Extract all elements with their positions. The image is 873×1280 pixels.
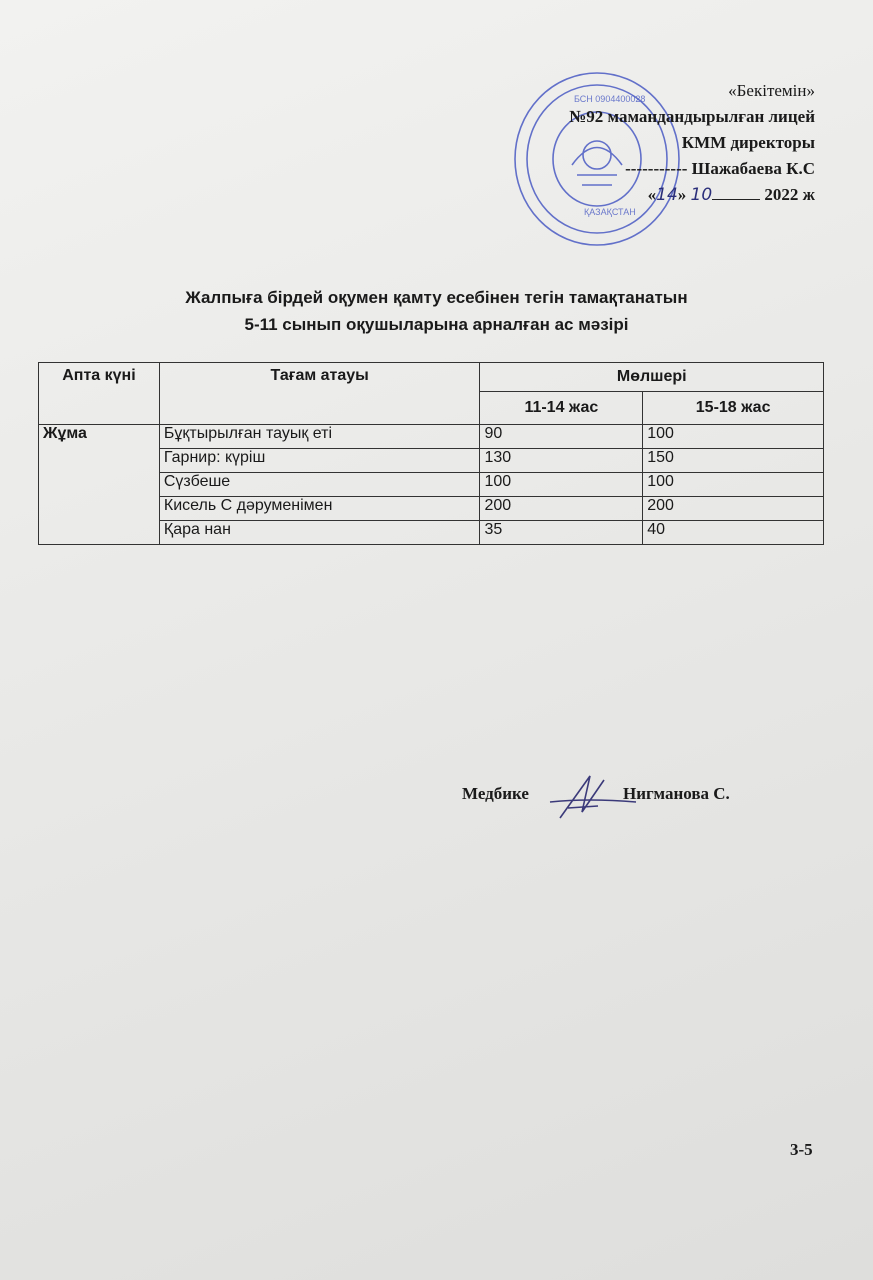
amount-11-14-cell: 90 — [480, 425, 643, 449]
signature-dashes: ----------- — [625, 159, 688, 178]
amount-15-18-cell: 150 — [643, 449, 824, 473]
nurse-name: Нигманова С. — [623, 784, 730, 803]
header-day: Апта күні — [39, 363, 160, 425]
director-name: Шажабаева К.С — [691, 159, 815, 178]
amount-11-14-cell: 130 — [480, 449, 643, 473]
title-line-2: 5-11 сынып оқушыларына арналған ас мәзірі — [244, 315, 629, 334]
amount-15-18-cell: 100 — [643, 425, 824, 449]
approval-position: КММ директоры — [681, 133, 815, 152]
table-header-row — [39, 363, 824, 392]
svg-text:ҚАЗАҚСТАН: ҚАЗАҚСТАН — [584, 207, 636, 217]
dish-cell: Гарнир: күріш — [159, 449, 480, 473]
day-cell: Жұма — [39, 425, 160, 545]
approval-school: №92 мамандандырылған лицей — [569, 107, 815, 126]
dish-cell: Қара нан — [159, 521, 480, 545]
nurse-role: Медбике — [462, 784, 529, 803]
title-line-1: Жалпыға бірдей оқумен қамту есебінен тегін тамақтанатын — [185, 288, 688, 307]
approval-date: «14» 10 2022 ж — [647, 185, 815, 205]
header-age-11-14: 11-14 жас — [480, 392, 643, 425]
amount-11-14-cell: 200 — [480, 497, 643, 521]
dish-cell: Бұқтырылған тауық еті — [159, 425, 480, 449]
amount-15-18-cell: 100 — [643, 473, 824, 497]
approval-title: «Бекітемін» — [728, 81, 815, 100]
menu-table — [38, 362, 824, 545]
approval-block — [569, 78, 815, 208]
approval-director — [569, 156, 815, 182]
table-row — [39, 425, 824, 449]
document-title — [0, 284, 873, 338]
header-amount: Мөлшері — [480, 363, 824, 392]
date-underline — [712, 183, 760, 200]
page-number: 3-5 — [790, 1140, 813, 1159]
dish-cell: Кисель С дәруменімен — [159, 497, 480, 521]
svg-text:БСН 0904400028: БСН 0904400028 — [574, 94, 646, 104]
header-age-15-18: 15-18 жас — [643, 392, 824, 425]
amount-11-14-cell: 35 — [480, 521, 643, 545]
amount-15-18-cell: 40 — [643, 521, 824, 545]
date-month: 10 — [690, 185, 713, 205]
dish-cell: Сүзбеше — [159, 473, 480, 497]
date-day: 14 — [656, 185, 678, 205]
date-year: 2022 ж — [764, 185, 815, 204]
header-dish: Тағам атауы — [159, 363, 480, 425]
amount-15-18-cell: 200 — [643, 497, 824, 521]
amount-11-14-cell: 100 — [480, 473, 643, 497]
